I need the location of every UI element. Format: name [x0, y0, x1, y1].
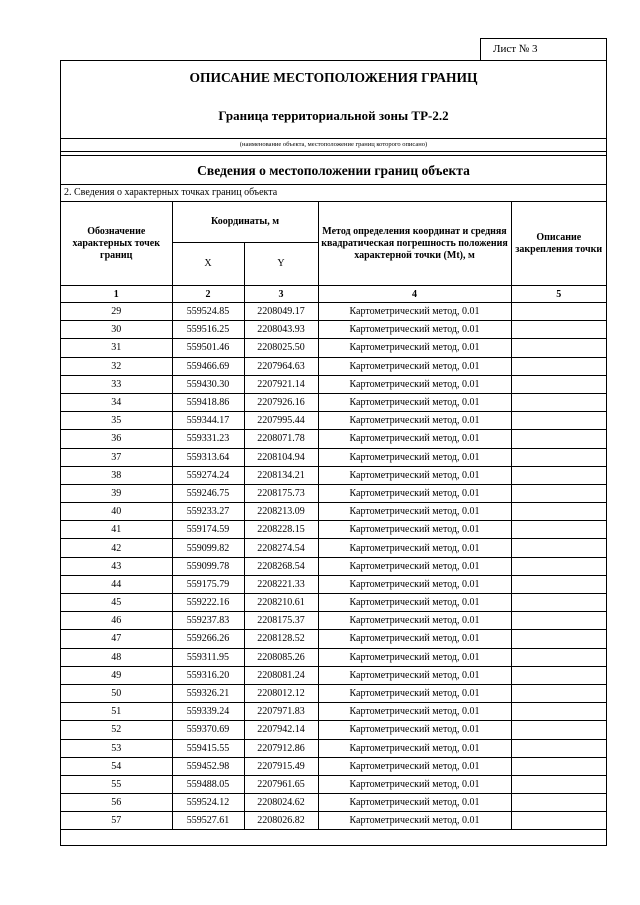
table-row	[61, 321, 606, 339]
description-cell	[511, 630, 606, 648]
description-cell	[511, 757, 606, 775]
y-coordinate-cell: 2208026.82	[244, 812, 318, 830]
x-coordinate-cell: 559488.05	[172, 775, 244, 793]
y-coordinate-cell: 2208268.54	[244, 557, 318, 575]
method-cell: Картометрический метод, 0.01	[318, 557, 511, 575]
table-row	[61, 594, 606, 612]
description-cell	[511, 594, 606, 612]
point-id-cell: 50	[61, 684, 172, 702]
point-id-cell: 57	[61, 812, 172, 830]
method-cell: Картометрический метод, 0.01	[318, 721, 511, 739]
point-id-cell: 36	[61, 430, 172, 448]
table-row	[61, 357, 606, 375]
points-table-body	[61, 303, 606, 830]
description-cell	[511, 684, 606, 702]
x-coordinate-cell: 559466.69	[172, 357, 244, 375]
y-coordinate-cell: 2208012.12	[244, 684, 318, 702]
method-cell: Картометрический метод, 0.01	[318, 666, 511, 684]
point-id-cell: 48	[61, 648, 172, 666]
header-point: Обозначение характерных точек границ	[61, 202, 172, 286]
point-id-cell: 47	[61, 630, 172, 648]
table-row	[61, 739, 606, 757]
column-number: 1	[61, 286, 172, 303]
column-number: 3	[244, 286, 318, 303]
point-id-cell: 41	[61, 521, 172, 539]
method-cell: Картометрический метод, 0.01	[318, 684, 511, 702]
y-coordinate-cell: 2208024.62	[244, 794, 318, 812]
x-coordinate-cell: 559313.64	[172, 448, 244, 466]
point-id-cell: 29	[61, 303, 172, 321]
x-coordinate-cell: 559222.16	[172, 594, 244, 612]
object-name: Граница территориальной зоны ТР-2.2	[218, 108, 449, 123]
description-cell	[511, 357, 606, 375]
x-coordinate-cell: 559246.75	[172, 484, 244, 502]
table-row	[61, 794, 606, 812]
method-cell: Картометрический метод, 0.01	[318, 393, 511, 411]
column-number: 2	[172, 286, 244, 303]
x-coordinate-cell: 559524.12	[172, 794, 244, 812]
header-description: Описание закрепления точки	[511, 202, 606, 286]
subsection-title: 2. Сведения о характерных точках границ объекта	[64, 187, 278, 198]
description-cell	[511, 448, 606, 466]
table-row	[61, 557, 606, 575]
x-coordinate-cell: 559418.86	[172, 393, 244, 411]
point-id-cell: 39	[61, 484, 172, 502]
point-id-cell: 44	[61, 575, 172, 593]
point-id-cell: 52	[61, 721, 172, 739]
x-coordinate-cell: 559331.23	[172, 430, 244, 448]
y-coordinate-cell: 2208049.17	[244, 303, 318, 321]
point-id-cell: 40	[61, 503, 172, 521]
point-id-cell: 38	[61, 466, 172, 484]
column-number: 5	[511, 286, 606, 303]
description-cell	[511, 521, 606, 539]
table-row	[61, 503, 606, 521]
y-coordinate-cell: 2208274.54	[244, 539, 318, 557]
description-cell	[511, 575, 606, 593]
x-coordinate-cell: 559274.24	[172, 466, 244, 484]
method-cell: Картометрический метод, 0.01	[318, 357, 511, 375]
y-coordinate-cell: 2208175.73	[244, 484, 318, 502]
description-cell	[511, 393, 606, 411]
y-coordinate-cell: 2207964.63	[244, 357, 318, 375]
method-cell: Картометрический метод, 0.01	[318, 412, 511, 430]
x-coordinate-cell: 559527.61	[172, 812, 244, 830]
table-row	[61, 375, 606, 393]
x-coordinate-cell: 559452.98	[172, 757, 244, 775]
table-row	[61, 630, 606, 648]
table-row	[61, 648, 606, 666]
point-id-cell: 45	[61, 594, 172, 612]
document-title: ОПИСАНИЕ МЕСТОПОЛОЖЕНИЯ ГРАНИЦ	[189, 70, 478, 85]
table-row	[61, 430, 606, 448]
table-row	[61, 612, 606, 630]
method-cell: Картометрический метод, 0.01	[318, 321, 511, 339]
x-coordinate-cell: 559099.82	[172, 539, 244, 557]
point-id-cell: 49	[61, 666, 172, 684]
x-coordinate-cell: 559344.17	[172, 412, 244, 430]
x-coordinate-cell: 559326.21	[172, 684, 244, 702]
x-coordinate-cell: 559501.46	[172, 339, 244, 357]
table-row	[61, 339, 606, 357]
x-coordinate-cell: 559099.78	[172, 557, 244, 575]
description-cell	[511, 321, 606, 339]
description-cell	[511, 430, 606, 448]
method-cell: Картометрический метод, 0.01	[318, 757, 511, 775]
method-cell: Картометрический метод, 0.01	[318, 430, 511, 448]
description-cell	[511, 721, 606, 739]
y-coordinate-cell: 2207995.44	[244, 412, 318, 430]
header-x: X	[172, 243, 244, 286]
description-cell	[511, 303, 606, 321]
method-cell: Картометрический метод, 0.01	[318, 503, 511, 521]
table-row	[61, 684, 606, 702]
table-row	[61, 703, 606, 721]
y-coordinate-cell: 2208175.37	[244, 612, 318, 630]
description-cell	[511, 648, 606, 666]
method-cell: Картометрический метод, 0.01	[318, 448, 511, 466]
method-cell: Картометрический метод, 0.01	[318, 575, 511, 593]
column-number: 4	[318, 286, 511, 303]
point-id-cell: 46	[61, 612, 172, 630]
description-cell	[511, 466, 606, 484]
title-block	[61, 61, 606, 139]
table-row	[61, 466, 606, 484]
table-row	[61, 393, 606, 411]
table-row	[61, 775, 606, 793]
table-row	[61, 721, 606, 739]
table-row	[61, 448, 606, 466]
method-cell: Картометрический метод, 0.01	[318, 775, 511, 793]
method-cell: Картометрический метод, 0.01	[318, 539, 511, 557]
point-id-cell: 35	[61, 412, 172, 430]
method-cell: Картометрический метод, 0.01	[318, 339, 511, 357]
header-method: Метод определения координат и средняя квадратическая погрешность положения характерной точки (Mt), м	[318, 202, 511, 286]
x-coordinate-cell: 559237.83	[172, 612, 244, 630]
description-cell	[511, 775, 606, 793]
x-coordinate-cell: 559339.24	[172, 703, 244, 721]
x-coordinate-cell: 559175.79	[172, 575, 244, 593]
y-coordinate-cell: 2208043.93	[244, 321, 318, 339]
table-row	[61, 812, 606, 830]
y-coordinate-cell: 2207961.65	[244, 775, 318, 793]
y-coordinate-cell: 2208085.26	[244, 648, 318, 666]
point-id-cell: 43	[61, 557, 172, 575]
point-id-cell: 55	[61, 775, 172, 793]
x-coordinate-cell: 559174.59	[172, 521, 244, 539]
point-id-cell: 56	[61, 794, 172, 812]
x-coordinate-cell: 559370.69	[172, 721, 244, 739]
point-id-cell: 37	[61, 448, 172, 466]
y-coordinate-cell: 2208071.78	[244, 430, 318, 448]
table-row	[61, 666, 606, 684]
header-coordinates: Координаты, м	[172, 202, 318, 243]
y-coordinate-cell: 2207915.49	[244, 757, 318, 775]
description-cell	[511, 557, 606, 575]
point-id-cell: 53	[61, 739, 172, 757]
y-coordinate-cell: 2208134.21	[244, 466, 318, 484]
description-cell	[511, 666, 606, 684]
description-cell	[511, 794, 606, 812]
description-cell	[511, 412, 606, 430]
table-row	[61, 303, 606, 321]
point-id-cell: 34	[61, 393, 172, 411]
x-coordinate-cell: 559266.26	[172, 630, 244, 648]
header-y: Y	[244, 243, 318, 286]
description-cell	[511, 703, 606, 721]
y-coordinate-cell: 2207921.14	[244, 375, 318, 393]
method-cell: Картометрический метод, 0.01	[318, 703, 511, 721]
description-cell	[511, 812, 606, 830]
method-cell: Картометрический метод, 0.01	[318, 739, 511, 757]
y-coordinate-cell: 2208128.52	[244, 630, 318, 648]
method-cell: Картометрический метод, 0.01	[318, 375, 511, 393]
method-cell: Картометрический метод, 0.01	[318, 630, 511, 648]
method-cell: Картометрический метод, 0.01	[318, 812, 511, 830]
point-id-cell: 54	[61, 757, 172, 775]
method-cell: Картометрический метод, 0.01	[318, 612, 511, 630]
table-row	[61, 575, 606, 593]
description-cell	[511, 739, 606, 757]
description-cell	[511, 539, 606, 557]
points-table	[61, 201, 606, 830]
y-coordinate-cell: 2207926.16	[244, 393, 318, 411]
point-id-cell: 42	[61, 539, 172, 557]
method-cell: Картометрический метод, 0.01	[318, 303, 511, 321]
x-coordinate-cell: 559524.85	[172, 303, 244, 321]
y-coordinate-cell: 2207912.86	[244, 739, 318, 757]
point-id-cell: 33	[61, 375, 172, 393]
table-row	[61, 539, 606, 557]
description-cell	[511, 375, 606, 393]
x-coordinate-cell: 559233.27	[172, 503, 244, 521]
y-coordinate-cell: 2208210.61	[244, 594, 318, 612]
y-coordinate-cell: 2208221.33	[244, 575, 318, 593]
y-coordinate-cell: 2208213.09	[244, 503, 318, 521]
y-coordinate-cell: 2208228.15	[244, 521, 318, 539]
description-cell	[511, 339, 606, 357]
document-frame	[60, 60, 607, 846]
y-coordinate-cell: 2208081.24	[244, 666, 318, 684]
table-row	[61, 521, 606, 539]
point-id-cell: 31	[61, 339, 172, 357]
point-id-cell: 30	[61, 321, 172, 339]
y-coordinate-cell: 2208104.94	[244, 448, 318, 466]
sheet-number: Лист № 3	[480, 38, 607, 61]
method-cell: Картометрический метод, 0.01	[318, 794, 511, 812]
method-cell: Картометрический метод, 0.01	[318, 521, 511, 539]
table-row	[61, 412, 606, 430]
method-cell: Картометрический метод, 0.01	[318, 594, 511, 612]
y-coordinate-cell: 2207942.14	[244, 721, 318, 739]
section-title: Сведения о местоположении границ объекта	[61, 156, 606, 185]
y-coordinate-cell: 2208025.50	[244, 339, 318, 357]
x-coordinate-cell: 559516.25	[172, 321, 244, 339]
point-id-cell: 32	[61, 357, 172, 375]
method-cell: Картометрический метод, 0.01	[318, 466, 511, 484]
x-coordinate-cell: 559415.55	[172, 739, 244, 757]
point-id-cell: 51	[61, 703, 172, 721]
table-row	[61, 757, 606, 775]
x-coordinate-cell: 559316.20	[172, 666, 244, 684]
x-coordinate-cell: 559311.95	[172, 648, 244, 666]
description-cell	[511, 484, 606, 502]
x-coordinate-cell: 559430.30	[172, 375, 244, 393]
table-row	[61, 484, 606, 502]
y-coordinate-cell: 2207971.83	[244, 703, 318, 721]
method-cell: Картометрический метод, 0.01	[318, 648, 511, 666]
object-caption: (наименование объекта, местоположение границ которого описано)	[61, 139, 606, 152]
method-cell: Картометрический метод, 0.01	[318, 484, 511, 502]
description-cell	[511, 612, 606, 630]
description-cell	[511, 503, 606, 521]
column-numbers-row	[61, 286, 606, 303]
